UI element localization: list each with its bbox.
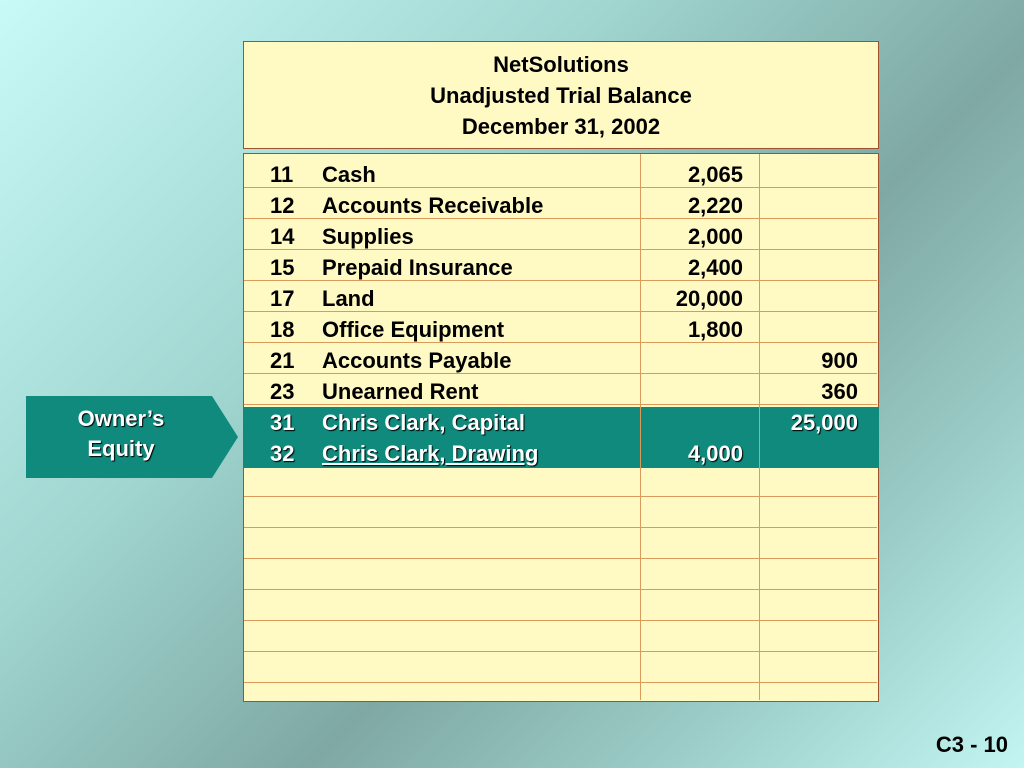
credit-amount: 360: [821, 379, 858, 404]
callout-line-2: Equity: [87, 436, 155, 461]
account-number: 31: [270, 410, 295, 435]
trial-balance-ledger: [243, 153, 879, 702]
account-name: Chris Clark, Capital: [322, 410, 525, 435]
debit-amount: 2,220: [687, 193, 743, 218]
ledger-row-highlighted: [244, 407, 877, 438]
account-name: Supplies: [322, 224, 414, 249]
credit-amount: 25,000: [790, 410, 858, 435]
slide-number: C3 - 10: [935, 732, 1008, 757]
ledger-row: [244, 190, 877, 221]
credit-amount: 900: [821, 348, 858, 373]
company-name: NetSolutions: [493, 51, 629, 77]
account-number: 14: [270, 224, 295, 249]
ledger-row-highlighted: [244, 438, 877, 469]
account-number: 12: [270, 193, 295, 218]
account-number: 17: [270, 286, 295, 311]
account-name: Chris Clark, Drawing: [322, 441, 539, 466]
rule-line: [244, 589, 877, 590]
owners-equity-callout: [26, 396, 240, 478]
report-date: December 31, 2002: [461, 113, 661, 139]
rule-line: [244, 496, 877, 497]
account-name: Unearned Rent: [322, 379, 479, 404]
account-number: 11: [270, 162, 294, 187]
debit-amount: 20,000: [675, 286, 743, 311]
ledger-row: [244, 376, 877, 407]
report-header: [243, 41, 879, 149]
callout-line-1: Owner’s: [77, 406, 165, 431]
debit-amount: 2,000: [687, 224, 743, 249]
rule-line: [244, 651, 877, 652]
account-number: 32: [270, 441, 295, 466]
account-name: Accounts Receivable: [322, 193, 544, 218]
account-number: 21: [270, 348, 295, 373]
debit-amount: 4,000: [687, 441, 743, 466]
account-name: Cash: [322, 162, 376, 187]
account-number: 15: [270, 255, 295, 280]
debit-amount: 1,800: [687, 317, 743, 342]
account-name: Office Equipment: [322, 317, 505, 342]
rule-line: [244, 682, 877, 683]
ledger-row: [244, 283, 877, 314]
rule-line: [244, 527, 877, 528]
account-number: 18: [270, 317, 295, 342]
ledger-row: [244, 345, 877, 376]
debit-amount: 2,065: [687, 162, 743, 187]
debit-amount: 2,400: [687, 255, 743, 280]
report-title: Unadjusted Trial Balance: [430, 82, 692, 108]
ledger-row: [244, 221, 877, 252]
rule-line: [244, 558, 877, 559]
account-number: 23: [270, 379, 295, 404]
ledger-row: [244, 314, 877, 345]
account-name: Land: [322, 286, 375, 311]
ledger-row: [244, 159, 877, 190]
ledger-row: [244, 252, 877, 283]
account-name: Prepaid Insurance: [322, 255, 513, 280]
account-name: Accounts Payable: [322, 348, 512, 373]
callout-label: [26, 404, 216, 464]
rule-line: [244, 620, 877, 621]
